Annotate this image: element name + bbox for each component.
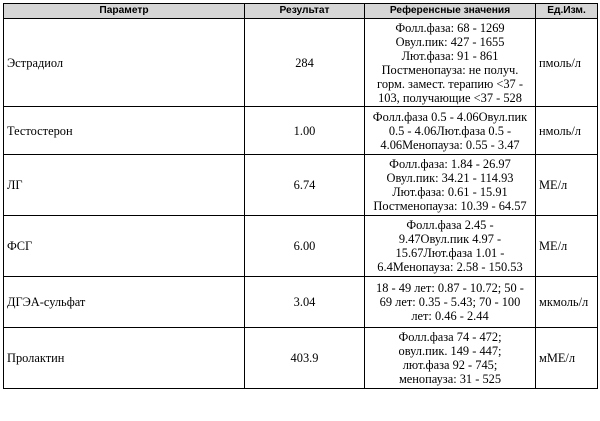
header-unit: Ед.Изм. xyxy=(536,4,598,19)
result-cell: 6.74 xyxy=(245,155,365,216)
table-row-dhea-s xyxy=(4,277,598,328)
reference-cell xyxy=(365,107,536,155)
unit-cell: мкмоль/л xyxy=(536,277,598,328)
unit-cell: МЕ/л xyxy=(536,216,598,277)
result-cell: 3.04 xyxy=(245,277,365,328)
parameter-cell: Тестостерон xyxy=(4,107,245,155)
reference-text: Фолл.фаза 2.45 - 9.47Овул.пик 4.97 - 15.67Лют.фаза 1.01 - 6.4Менопауза: 2.58 - 150.53 xyxy=(377,218,523,274)
lab-results-table xyxy=(3,3,598,389)
result-cell: 1.00 xyxy=(245,107,365,155)
header-parameter: Параметр xyxy=(4,4,245,19)
parameter-cell: Пролактин xyxy=(4,328,245,389)
result-cell: 6.00 xyxy=(245,216,365,277)
header-reference: Референсные значения xyxy=(365,4,536,19)
reference-text: 18 - 49 лет: 0.87 - 10.72; 50 - 69 лет: 0.35 - 5.43; 70 - 100 лет: 0.46 - 2.44 xyxy=(376,281,524,323)
parameter-cell: ЛГ xyxy=(4,155,245,216)
parameter-cell: Эстрадиол xyxy=(4,19,245,107)
table-row-lh xyxy=(4,155,598,216)
unit-cell: пмоль/л xyxy=(536,19,598,107)
parameter-cell: ДГЭА-сульфат xyxy=(4,277,245,328)
reference-cell xyxy=(365,277,536,328)
reference-text: Фолл.фаза: 68 - 1269 Овул.пик: 427 - 1655 Лют.фаза: 91 - 861 Постменопауза: не получ. горм. замест. терапию <37 - 103, получающие <37 - 528 xyxy=(377,20,523,105)
reference-cell xyxy=(365,328,536,389)
unit-cell: мМЕ/л xyxy=(536,328,598,389)
table-row-testosterone xyxy=(4,107,598,155)
header-result: Результат xyxy=(245,4,365,19)
table-row-estradiol xyxy=(4,19,598,107)
unit-cell: МЕ/л xyxy=(536,155,598,216)
table-row-prolactin xyxy=(4,328,598,389)
table-header-row xyxy=(4,4,598,19)
reference-text: Фолл.фаза 0.5 - 4.06Овул.пик 0.5 - 4.06Лют.фаза 0.5 - 4.06Менопауза: 0.55 - 3.47 xyxy=(372,109,528,152)
reference-text: Фолл.фаза 74 - 472; овул.пик. 149 - 447; лют.фаза 92 - 745; менопауза: 31 - 525 xyxy=(398,330,502,386)
reference-cell xyxy=(365,155,536,216)
table-row-fsh xyxy=(4,216,598,277)
result-cell: 403.9 xyxy=(245,328,365,389)
parameter-cell: ФСГ xyxy=(4,216,245,277)
result-cell: 284 xyxy=(245,19,365,107)
reference-cell xyxy=(365,216,536,277)
reference-cell xyxy=(365,19,536,107)
lab-results-document xyxy=(3,3,597,389)
unit-cell: нмоль/л xyxy=(536,107,598,155)
reference-text: Фолл.фаза: 1.84 - 26.97 Овул.пик: 34.21 - 114.93 Лют.фаза: 0.61 - 15.91 Постменопауза: 10.39 - 64.57 xyxy=(373,157,527,213)
